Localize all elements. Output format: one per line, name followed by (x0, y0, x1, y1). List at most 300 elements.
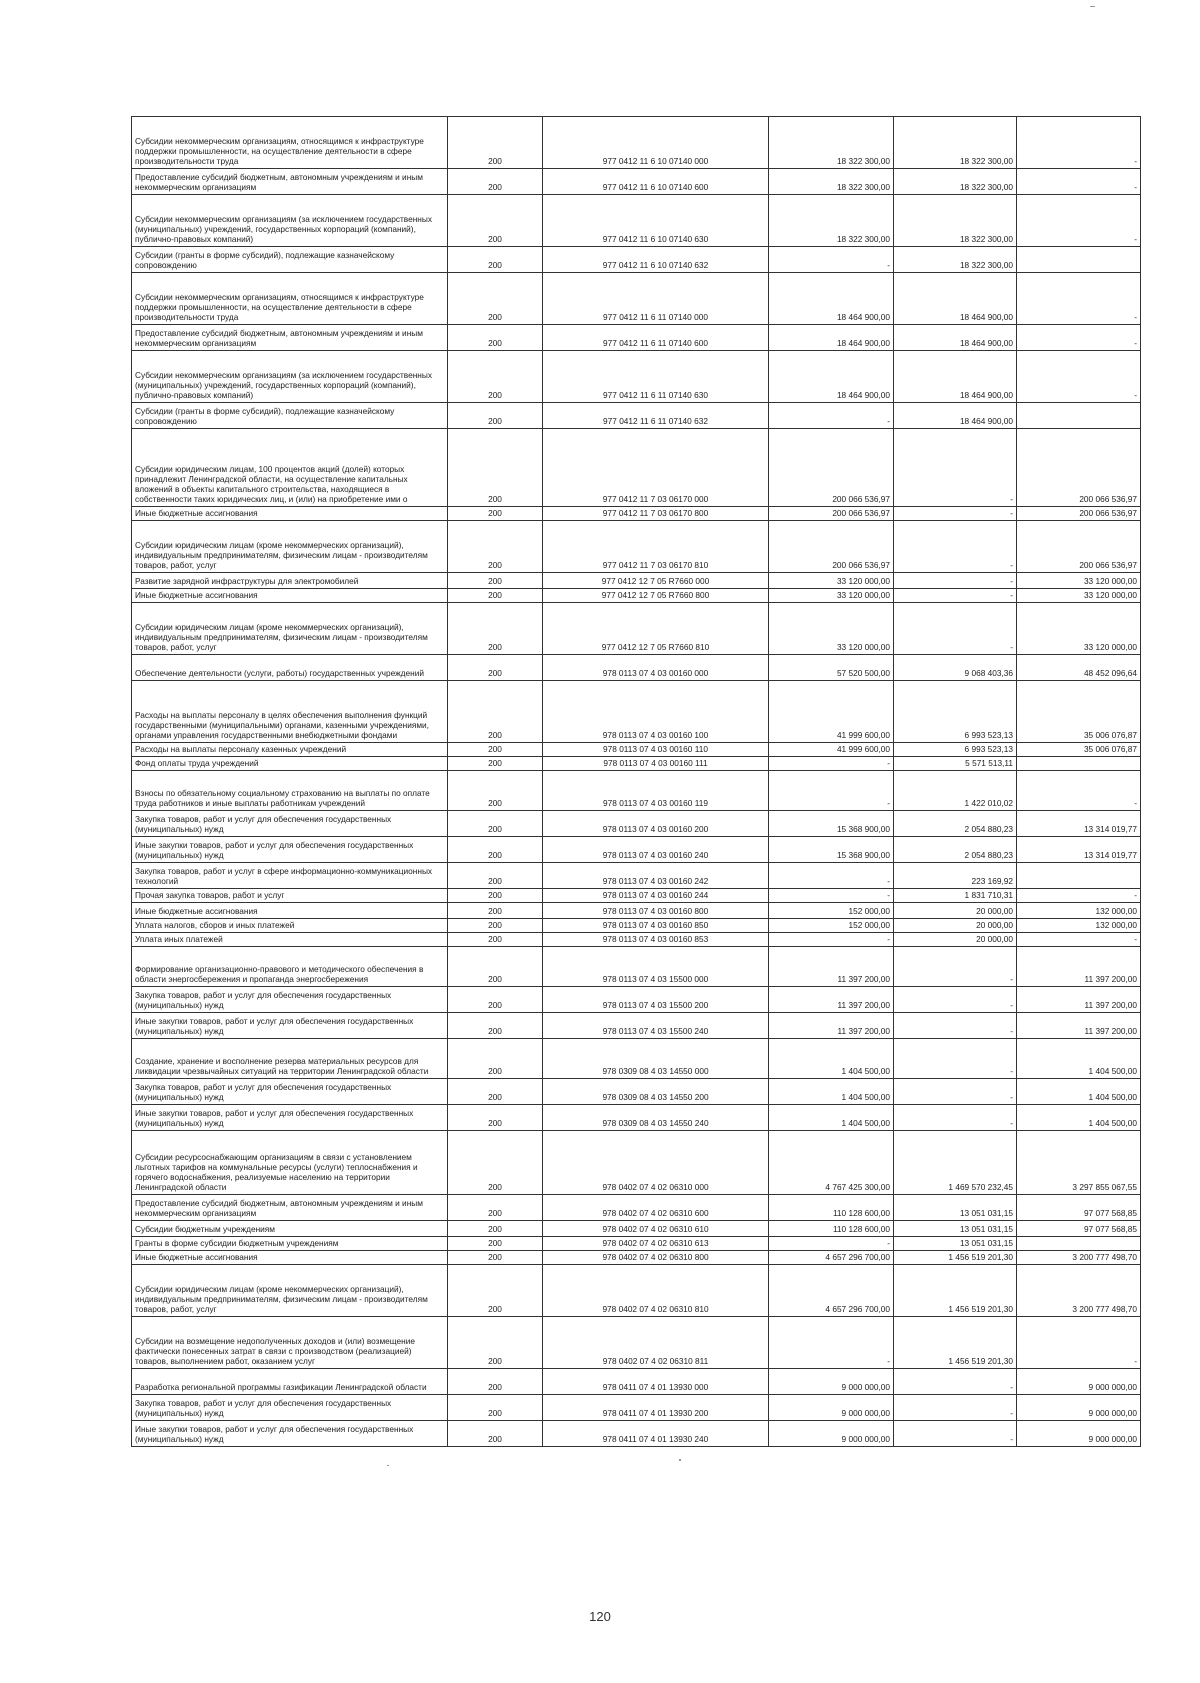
row-line-code: 200 (448, 573, 543, 589)
row-line-code: 200 (448, 247, 543, 273)
row-approved-amount: 4 657 296 700,00 (769, 1265, 894, 1317)
row-classification-code: 978 0113 07 4 03 15500 200 (543, 987, 769, 1013)
table-row (132, 933, 1141, 947)
row-approved-amount: 11 397 200,00 (769, 947, 894, 987)
table-row (132, 325, 1141, 351)
row-name: Иные закупки товаров, работ и услуг для обеспечения государственных (муниципальных) нужд (132, 1421, 448, 1447)
table-row (132, 573, 1141, 589)
row-classification-code: 978 0113 07 4 03 00160 240 (543, 837, 769, 863)
table-row (132, 603, 1141, 655)
row-unexecuted-amount: 9 000 000,00 (1017, 1369, 1141, 1395)
row-line-code: 200 (448, 837, 543, 863)
table-row (132, 1265, 1141, 1317)
row-name: Уплата налогов, сборов и иных платежей (132, 919, 448, 933)
row-classification-code: 978 0113 07 4 03 00160 111 (543, 757, 769, 771)
table-row (132, 1395, 1141, 1421)
row-line-code: 200 (448, 987, 543, 1013)
row-unexecuted-amount: 132 000,00 (1017, 919, 1141, 933)
row-executed-amount: - (894, 1013, 1017, 1039)
row-approved-amount: - (769, 771, 894, 811)
table-row (132, 1221, 1141, 1237)
row-executed-amount: - (894, 947, 1017, 987)
row-unexecuted-amount: 33 120 000,00 (1017, 589, 1141, 603)
row-unexecuted-amount: - (1017, 889, 1141, 903)
row-classification-code: 978 0113 07 4 03 15500 240 (543, 1013, 769, 1039)
row-classification-code: 977 0412 11 6 10 07140 630 (543, 195, 769, 247)
table-body (132, 117, 1141, 1447)
row-classification-code: 978 0402 07 4 02 06310 000 (543, 1131, 769, 1195)
row-approved-amount: 200 066 536,97 (769, 507, 894, 521)
row-executed-amount: 18 464 900,00 (894, 273, 1017, 325)
row-classification-code: 977 0412 11 6 11 07140 600 (543, 325, 769, 351)
table-row (132, 1039, 1141, 1079)
row-line-code: 200 (448, 1039, 543, 1079)
row-classification-code: 978 0411 07 4 01 13930 000 (543, 1369, 769, 1395)
row-name: Субсидии (гранты в форме субсидий), подлежащие казначейскому сопровождению (132, 247, 448, 273)
row-line-code: 200 (448, 589, 543, 603)
row-name: Субсидии некоммерческим организациям (за исключением государственных (муниципальных) учреждений, государственных корпораций (компаний), публично-правовых компаний) (132, 351, 448, 403)
row-line-code: 200 (448, 1131, 543, 1195)
row-line-code: 200 (448, 1369, 543, 1395)
row-name: Иные закупки товаров, работ и услуг для обеспечения государственных (муниципальных) нужд (132, 1013, 448, 1039)
table-row (132, 757, 1141, 771)
row-line-code: 200 (448, 947, 543, 987)
row-unexecuted-amount: 33 120 000,00 (1017, 603, 1141, 655)
row-executed-amount: 9 068 403,36 (894, 655, 1017, 681)
row-approved-amount: - (769, 247, 894, 273)
row-name: Закупка товаров, работ и услуг для обеспечения государственных (муниципальных) нужд (132, 987, 448, 1013)
row-name: Субсидии некоммерческим организациям, относящимся к инфраструктуре поддержки промышленности, на осуществление деятельности в сфере производительности труда (132, 117, 448, 169)
row-name: Субсидии ресурсоснабжающим организациям в связи с установлением льготных тарифов на коммунальные ресурсы (услуги) теплоснабжения и горячего водоснабжения, реализуемые населению на территории Ленинградской области (132, 1131, 448, 1195)
row-approved-amount: 152 000,00 (769, 903, 894, 919)
scan-speck (679, 1459, 681, 1461)
row-executed-amount: 5 571 513,11 (894, 757, 1017, 771)
row-name: Создание, хранение и восполнение резерва материальных ресурсов для ликвидации чрезвычайных ситуаций на территории Ленинградской области (132, 1039, 448, 1079)
row-executed-amount: 223 169,92 (894, 863, 1017, 889)
row-unexecuted-amount (1017, 757, 1141, 771)
row-unexecuted-amount: 3 297 855 067,55 (1017, 1131, 1141, 1195)
budget-execution-table (131, 116, 1141, 1447)
row-name: Предоставление субсидий бюджетным, автономным учреждениям и иным некоммерческим организациям (132, 1195, 448, 1221)
row-unexecuted-amount: 9 000 000,00 (1017, 1395, 1141, 1421)
row-classification-code: 978 0113 07 4 03 00160 800 (543, 903, 769, 919)
row-executed-amount: 1 831 710,31 (894, 889, 1017, 903)
row-name: Обеспечение деятельности (услуги, работы) государственных учреждений (132, 655, 448, 681)
row-executed-amount: - (894, 987, 1017, 1013)
row-name: Субсидии (гранты в форме субсидий), подлежащие казначейскому сопровождению (132, 403, 448, 429)
row-classification-code: 978 0113 07 4 03 00160 850 (543, 919, 769, 933)
row-name: Формирование организационно-правового и методического обеспечения в области энергосбережения и пропаганда энергосбережения (132, 947, 448, 987)
row-line-code: 200 (448, 1251, 543, 1265)
row-unexecuted-amount: 11 397 200,00 (1017, 987, 1141, 1013)
table-row (132, 521, 1141, 573)
row-classification-code: 978 0402 07 4 02 06310 613 (543, 1237, 769, 1251)
scan-speck (1090, 6, 1095, 7)
row-approved-amount: 1 404 500,00 (769, 1079, 894, 1105)
row-classification-code: 978 0113 07 4 03 15500 000 (543, 947, 769, 987)
row-name: Субсидии юридическим лицам (кроме некоммерческих организаций), индивидуальным предпринимателям, физическим лицам - производителям товаров, работ, услуг (132, 1265, 448, 1317)
row-classification-code: 978 0402 07 4 02 06310 810 (543, 1265, 769, 1317)
row-approved-amount: - (769, 933, 894, 947)
table-row (132, 195, 1141, 247)
table-row (132, 811, 1141, 837)
row-name: Субсидии юридическим лицам, 100 процентов акций (долей) которых принадлежит Ленинградской области, на осуществление капитальных вложений в объекты капитального строительства, находящиеся в собственности таких юридических лиц, и (или) на приобретение ими о (132, 429, 448, 507)
row-executed-amount: - (894, 507, 1017, 521)
row-executed-amount: - (894, 1395, 1017, 1421)
row-executed-amount: - (894, 521, 1017, 573)
row-approved-amount: 200 066 536,97 (769, 521, 894, 573)
row-unexecuted-amount: - (1017, 195, 1141, 247)
row-classification-code: 978 0402 07 4 02 06310 800 (543, 1251, 769, 1265)
row-line-code: 200 (448, 1265, 543, 1317)
table-row (132, 273, 1141, 325)
row-executed-amount: 1 469 570 232,45 (894, 1131, 1017, 1195)
table-row (132, 429, 1141, 507)
row-approved-amount: 1 404 500,00 (769, 1039, 894, 1079)
row-approved-amount: - (769, 889, 894, 903)
row-executed-amount: - (894, 603, 1017, 655)
row-classification-code: 977 0412 11 6 10 07140 632 (543, 247, 769, 273)
row-name: Иные закупки товаров, работ и услуг для обеспечения государственных (муниципальных) нужд (132, 837, 448, 863)
row-executed-amount: 6 993 523,13 (894, 743, 1017, 757)
row-executed-amount: - (894, 1105, 1017, 1131)
row-approved-amount: 4 767 425 300,00 (769, 1131, 894, 1195)
row-classification-code: 977 0412 11 6 10 07140 000 (543, 117, 769, 169)
row-unexecuted-amount: 3 200 777 498,70 (1017, 1251, 1141, 1265)
row-executed-amount: 1 456 519 201,30 (894, 1265, 1017, 1317)
row-name: Закупка товаров, работ и услуг для обеспечения государственных (муниципальных) нужд (132, 1395, 448, 1421)
row-unexecuted-amount: 97 077 568,85 (1017, 1195, 1141, 1221)
row-unexecuted-amount: 11 397 200,00 (1017, 1013, 1141, 1039)
table-row (132, 889, 1141, 903)
scan-speck (387, 1465, 389, 1466)
row-classification-code: 978 0402 07 4 02 06310 600 (543, 1195, 769, 1221)
row-unexecuted-amount: - (1017, 325, 1141, 351)
row-line-code: 200 (448, 351, 543, 403)
table-row (132, 117, 1141, 169)
row-classification-code: 977 0412 11 6 10 07140 600 (543, 169, 769, 195)
row-approved-amount: - (769, 1317, 894, 1369)
row-approved-amount: 15 368 900,00 (769, 811, 894, 837)
row-unexecuted-amount (1017, 863, 1141, 889)
row-classification-code: 978 0309 08 4 03 14550 200 (543, 1079, 769, 1105)
row-classification-code: 977 0412 11 7 03 06170 800 (543, 507, 769, 521)
row-approved-amount: - (769, 757, 894, 771)
row-approved-amount: 18 464 900,00 (769, 273, 894, 325)
table-row (132, 987, 1141, 1013)
row-line-code: 200 (448, 1395, 543, 1421)
table-row (132, 1251, 1141, 1265)
row-line-code: 200 (448, 1221, 543, 1237)
row-unexecuted-amount: 11 397 200,00 (1017, 947, 1141, 987)
row-classification-code: 978 0113 07 4 03 00160 853 (543, 933, 769, 947)
row-unexecuted-amount: 97 077 568,85 (1017, 1221, 1141, 1237)
row-unexecuted-amount: 33 120 000,00 (1017, 573, 1141, 589)
row-line-code: 200 (448, 325, 543, 351)
table-row (132, 247, 1141, 273)
row-name: Расходы на выплаты персоналу казенных учреждений (132, 743, 448, 757)
table-row (132, 681, 1141, 743)
table-row (132, 507, 1141, 521)
row-classification-code: 977 0412 11 7 03 06170 810 (543, 521, 769, 573)
row-approved-amount: 18 322 300,00 (769, 195, 894, 247)
row-classification-code: 978 0113 07 4 03 00160 244 (543, 889, 769, 903)
row-classification-code: 978 0402 07 4 02 06310 610 (543, 1221, 769, 1237)
row-name: Субсидии бюджетным учреждениям (132, 1221, 448, 1237)
row-line-code: 200 (448, 903, 543, 919)
row-approved-amount: - (769, 863, 894, 889)
row-line-code: 200 (448, 1195, 543, 1221)
row-approved-amount: 152 000,00 (769, 919, 894, 933)
row-approved-amount: 57 520 500,00 (769, 655, 894, 681)
row-line-code: 200 (448, 863, 543, 889)
row-name: Закупка товаров, работ и услуг в сфере информационно-коммуникационных технологий (132, 863, 448, 889)
row-approved-amount: 11 397 200,00 (769, 1013, 894, 1039)
row-approved-amount: 18 464 900,00 (769, 351, 894, 403)
row-line-code: 200 (448, 1317, 543, 1369)
row-name: Субсидии на возмещение недополученных доходов и (или) возмещение фактически понесенных затрат в связи с производством (реализацией) товаров, выполнением работ, оказанием услуг (132, 1317, 448, 1369)
table-row (132, 1317, 1141, 1369)
row-approved-amount: 1 404 500,00 (769, 1105, 894, 1131)
table-row (132, 1369, 1141, 1395)
table-row (132, 947, 1141, 987)
row-name: Закупка товаров, работ и услуг для обеспечения государственных (муниципальных) нужд (132, 811, 448, 837)
row-classification-code: 978 0411 07 4 01 13930 200 (543, 1395, 769, 1421)
row-approved-amount: 33 120 000,00 (769, 573, 894, 589)
row-classification-code: 978 0113 07 4 03 00160 119 (543, 771, 769, 811)
table-row (132, 1105, 1141, 1131)
page-number: 120 (589, 1609, 611, 1624)
row-unexecuted-amount: 13 314 019,77 (1017, 837, 1141, 863)
table-row (132, 1013, 1141, 1039)
row-name: Субсидии некоммерческим организациям (за исключением государственных (муниципальных) учреждений, государственных корпораций (компаний), публично-правовых компаний) (132, 195, 448, 247)
row-name: Иные бюджетные ассигнования (132, 903, 448, 919)
row-executed-amount: 20 000,00 (894, 933, 1017, 947)
row-approved-amount: 15 368 900,00 (769, 837, 894, 863)
table-row (132, 837, 1141, 863)
row-line-code: 200 (448, 889, 543, 903)
row-executed-amount: 18 464 900,00 (894, 325, 1017, 351)
row-line-code: 200 (448, 655, 543, 681)
row-executed-amount: 18 322 300,00 (894, 195, 1017, 247)
row-executed-amount: - (894, 1079, 1017, 1105)
row-line-code: 200 (448, 169, 543, 195)
row-line-code: 200 (448, 117, 543, 169)
row-line-code: 200 (448, 403, 543, 429)
row-name: Иные бюджетные ассигнования (132, 507, 448, 521)
row-approved-amount: 41 999 600,00 (769, 681, 894, 743)
row-unexecuted-amount: - (1017, 351, 1141, 403)
row-executed-amount: 13 051 031,15 (894, 1237, 1017, 1251)
row-classification-code: 978 0113 07 4 03 00160 100 (543, 681, 769, 743)
row-executed-amount: 18 322 300,00 (894, 169, 1017, 195)
table-row (132, 771, 1141, 811)
row-approved-amount: 41 999 600,00 (769, 743, 894, 757)
table-row (132, 1237, 1141, 1251)
row-unexecuted-amount: 200 066 536,97 (1017, 429, 1141, 507)
row-executed-amount: - (894, 1421, 1017, 1447)
row-name: Уплата иных платежей (132, 933, 448, 947)
row-executed-amount: 18 322 300,00 (894, 117, 1017, 169)
row-line-code: 200 (448, 771, 543, 811)
row-approved-amount: 200 066 536,97 (769, 429, 894, 507)
row-approved-amount: 4 657 296 700,00 (769, 1251, 894, 1265)
row-approved-amount: 110 128 600,00 (769, 1221, 894, 1237)
row-approved-amount: 18 322 300,00 (769, 169, 894, 195)
row-classification-code: 978 0402 07 4 02 06310 811 (543, 1317, 769, 1369)
row-executed-amount: - (894, 429, 1017, 507)
row-executed-amount: 2 054 880,23 (894, 837, 1017, 863)
row-approved-amount: 9 000 000,00 (769, 1369, 894, 1395)
table-row (132, 351, 1141, 403)
row-name: Прочая закупка товаров, работ и услуг (132, 889, 448, 903)
table-row (132, 589, 1141, 603)
row-classification-code: 977 0412 11 6 11 07140 000 (543, 273, 769, 325)
row-executed-amount: - (894, 589, 1017, 603)
row-unexecuted-amount (1017, 247, 1141, 273)
table-row (132, 169, 1141, 195)
row-line-code: 200 (448, 811, 543, 837)
row-executed-amount: 6 993 523,13 (894, 681, 1017, 743)
row-executed-amount: - (894, 1369, 1017, 1395)
row-executed-amount: - (894, 573, 1017, 589)
row-line-code: 200 (448, 273, 543, 325)
row-unexecuted-amount: - (1017, 273, 1141, 325)
row-executed-amount: 13 051 031,15 (894, 1195, 1017, 1221)
row-executed-amount: 1 456 519 201,30 (894, 1317, 1017, 1369)
table-row (132, 403, 1141, 429)
row-unexecuted-amount: 13 314 019,77 (1017, 811, 1141, 837)
row-unexecuted-amount: 48 452 096,64 (1017, 655, 1141, 681)
row-unexecuted-amount: - (1017, 1317, 1141, 1369)
row-approved-amount: 18 322 300,00 (769, 117, 894, 169)
row-name: Развитие зарядной инфраструктуры для электромобилей (132, 573, 448, 589)
row-line-code: 200 (448, 1237, 543, 1251)
row-line-code: 200 (448, 681, 543, 743)
row-line-code: 200 (448, 933, 543, 947)
row-approved-amount: - (769, 403, 894, 429)
row-line-code: 200 (448, 1013, 543, 1039)
row-executed-amount: 18 322 300,00 (894, 247, 1017, 273)
row-classification-code: 977 0412 11 6 11 07140 630 (543, 351, 769, 403)
row-classification-code: 978 0309 08 4 03 14550 240 (543, 1105, 769, 1131)
row-name: Субсидии некоммерческим организациям, относящимся к инфраструктуре поддержки промышленности, на осуществление деятельности в сфере производительности труда (132, 273, 448, 325)
row-unexecuted-amount (1017, 403, 1141, 429)
row-line-code: 200 (448, 195, 543, 247)
row-unexecuted-amount: - (1017, 933, 1141, 947)
row-executed-amount: 1 422 010,02 (894, 771, 1017, 811)
row-line-code: 200 (448, 919, 543, 933)
row-line-code: 200 (448, 1079, 543, 1105)
row-unexecuted-amount: 35 006 076,87 (1017, 743, 1141, 757)
row-name: Иные бюджетные ассигнования (132, 589, 448, 603)
row-approved-amount: 33 120 000,00 (769, 589, 894, 603)
table-row (132, 903, 1141, 919)
row-unexecuted-amount: 1 404 500,00 (1017, 1079, 1141, 1105)
row-approved-amount: 33 120 000,00 (769, 603, 894, 655)
row-classification-code: 978 0113 07 4 03 00160 000 (543, 655, 769, 681)
row-unexecuted-amount: 35 006 076,87 (1017, 681, 1141, 743)
row-executed-amount: 18 464 900,00 (894, 403, 1017, 429)
row-classification-code: 977 0412 12 7 05 R7660 000 (543, 573, 769, 589)
row-executed-amount: - (894, 1039, 1017, 1079)
row-name: Фонд оплаты труда учреждений (132, 757, 448, 771)
row-name: Иные закупки товаров, работ и услуг для обеспечения государственных (муниципальных) нужд (132, 1105, 448, 1131)
table-row (132, 863, 1141, 889)
row-executed-amount: 18 464 900,00 (894, 351, 1017, 403)
table-row (132, 655, 1141, 681)
row-unexecuted-amount (1017, 1237, 1141, 1251)
table-row (132, 1195, 1141, 1221)
row-executed-amount: 13 051 031,15 (894, 1221, 1017, 1237)
row-unexecuted-amount: - (1017, 169, 1141, 195)
table-row (132, 1079, 1141, 1105)
row-unexecuted-amount: 200 066 536,97 (1017, 521, 1141, 573)
row-classification-code: 977 0412 12 7 05 R7660 810 (543, 603, 769, 655)
row-classification-code: 977 0412 11 7 03 06170 000 (543, 429, 769, 507)
row-name: Иные бюджетные ассигнования (132, 1251, 448, 1265)
row-classification-code: 978 0113 07 4 03 00160 242 (543, 863, 769, 889)
row-unexecuted-amount: - (1017, 117, 1141, 169)
table-row (132, 743, 1141, 757)
row-classification-code: 977 0412 11 6 11 07140 632 (543, 403, 769, 429)
table-row (132, 919, 1141, 933)
row-unexecuted-amount: 1 404 500,00 (1017, 1039, 1141, 1079)
row-approved-amount: 18 464 900,00 (769, 325, 894, 351)
row-line-code: 200 (448, 429, 543, 507)
row-unexecuted-amount: 200 066 536,97 (1017, 507, 1141, 521)
row-line-code: 200 (448, 743, 543, 757)
row-name: Предоставление субсидий бюджетным, автономным учреждениям и иным некоммерческим организациям (132, 325, 448, 351)
row-approved-amount: 9 000 000,00 (769, 1421, 894, 1447)
row-executed-amount: 20 000,00 (894, 919, 1017, 933)
row-unexecuted-amount: 9 000 000,00 (1017, 1421, 1141, 1447)
row-unexecuted-amount: 132 000,00 (1017, 903, 1141, 919)
row-name: Субсидии юридическим лицам (кроме некоммерческих организаций), индивидуальным предпринимателям, физическим лицам - производителям товаров, работ, услуг (132, 603, 448, 655)
row-approved-amount: - (769, 1237, 894, 1251)
row-line-code: 200 (448, 507, 543, 521)
row-unexecuted-amount: 3 200 777 498,70 (1017, 1265, 1141, 1317)
row-line-code: 200 (448, 1421, 543, 1447)
row-name: Взносы по обязательному социальному страхованию на выплаты по оплате труда работников и иные выплаты работникам учреждений (132, 771, 448, 811)
row-classification-code: 978 0309 08 4 03 14550 000 (543, 1039, 769, 1079)
row-unexecuted-amount: - (1017, 771, 1141, 811)
row-approved-amount: 110 128 600,00 (769, 1195, 894, 1221)
row-name: Закупка товаров, работ и услуг для обеспечения государственных (муниципальных) нужд (132, 1079, 448, 1105)
table-row (132, 1131, 1141, 1195)
row-approved-amount: 9 000 000,00 (769, 1395, 894, 1421)
row-unexecuted-amount: 1 404 500,00 (1017, 1105, 1141, 1131)
row-executed-amount: 20 000,00 (894, 903, 1017, 919)
row-line-code: 200 (448, 757, 543, 771)
row-name: Субсидии юридическим лицам (кроме некоммерческих организаций), индивидуальным предпринимателям, физическим лицам - производителям товаров, работ, услуг (132, 521, 448, 573)
row-line-code: 200 (448, 521, 543, 573)
row-executed-amount: 1 456 519 201,30 (894, 1251, 1017, 1265)
row-classification-code: 977 0412 12 7 05 R7660 800 (543, 589, 769, 603)
table-row (132, 1421, 1141, 1447)
row-approved-amount: 11 397 200,00 (769, 987, 894, 1013)
row-classification-code: 978 0113 07 4 03 00160 200 (543, 811, 769, 837)
row-line-code: 200 (448, 1105, 543, 1131)
row-name: Разработка региональной программы газификации Ленинградской области (132, 1369, 448, 1395)
row-name: Расходы на выплаты персоналу в целях обеспечения выполнения функций государственными (муниципальными) органами, казенными учреждениями, органами управления государственными внебюджетными фондами (132, 681, 448, 743)
row-name: Гранты в форме субсидии бюджетным учреждениям (132, 1237, 448, 1251)
row-classification-code: 978 0411 07 4 01 13930 240 (543, 1421, 769, 1447)
row-name: Предоставление субсидий бюджетным, автономным учреждениям и иным некоммерческим организациям (132, 169, 448, 195)
row-executed-amount: 2 054 880,23 (894, 811, 1017, 837)
row-line-code: 200 (448, 603, 543, 655)
row-classification-code: 978 0113 07 4 03 00160 110 (543, 743, 769, 757)
